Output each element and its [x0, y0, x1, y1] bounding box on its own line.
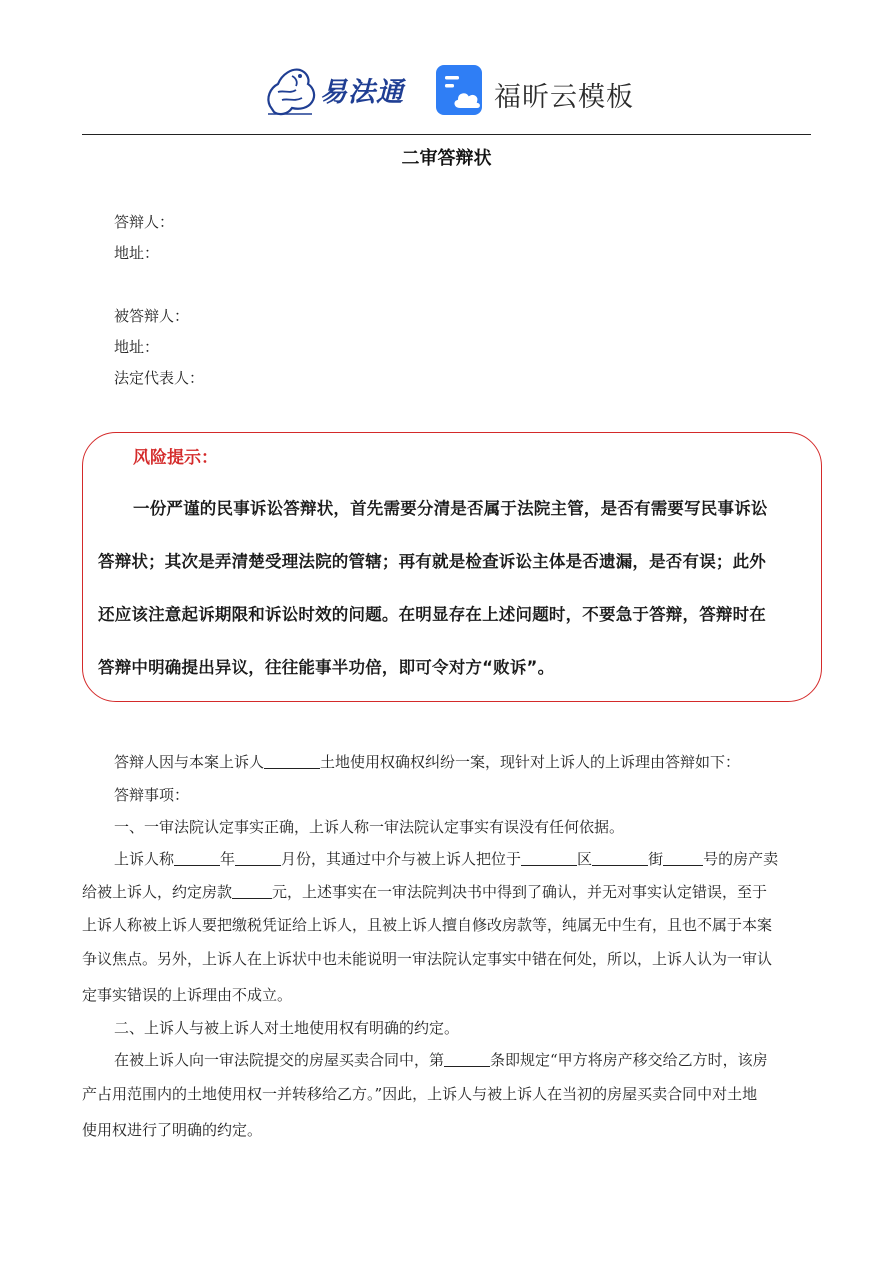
price-blank[interactable] [232, 884, 272, 899]
text-span: 月份，其通过中介与被上诉人把位于 [281, 850, 522, 868]
month-blank[interactable] [235, 851, 281, 866]
intro-text-a: 答辩人因与本案上诉人 [114, 753, 265, 771]
text-span: 年 [220, 850, 236, 868]
point1-paragraph-line [114, 849, 778, 869]
defense-point-1: 一、一审法院认定事实正确，上诉人称一审法院认定事实有误没有任何依据。 [114, 818, 625, 836]
text-span: 在被上诉人向一审法院提交的房屋买卖合同中，第 [114, 1051, 445, 1069]
intro-text-b: 土地使用权确权纠纷一案，现针对上诉人的上诉理由答辩如下： [320, 753, 741, 771]
year-blank[interactable] [174, 851, 220, 866]
appellant-name-blank[interactable] [264, 754, 320, 769]
point2-paragraph-line [114, 1050, 768, 1070]
risk-line: 一份严谨的民事诉讼答辩状，首先需要分清是否属于法院主管，是否有需要写民事诉讼 [133, 499, 768, 518]
defense-matters-heading: 答辩事项： [114, 786, 190, 804]
text-span: 元，上述事实在一审法院判决书中得到了确认，并无对事实认定错误，至于 [272, 883, 768, 901]
foxit-brand-text: 福昕云模板 [494, 82, 634, 113]
text-span: 条即规定“甲方将房产移交给乙方时，该房 [490, 1051, 768, 1069]
point1-paragraph-line: 定事实错误的上诉理由不成立。 [82, 986, 293, 1004]
text-span: 给被上诉人，约定房款 [82, 883, 233, 901]
point2-paragraph-line: 产占用范围内的土地使用权一并转移给乙方。”因此，上诉人与被上诉人在当初的房屋买卖合同中对土地 [82, 1085, 758, 1103]
cloud-document-icon [436, 65, 486, 115]
street-blank[interactable] [592, 851, 648, 866]
intro-paragraph [114, 752, 740, 772]
text-span: 区 [577, 850, 593, 868]
header-divider [82, 134, 811, 135]
appellee-address-label: 地址： [114, 338, 160, 356]
text-span: 号的房产卖 [703, 850, 779, 868]
risk-line: 答辩中明确提出异议，往往能事半功倍，即可令对方“败诉”。 [98, 658, 555, 677]
article-number-blank[interactable] [444, 1052, 490, 1067]
respondent-address-label: 地址： [114, 244, 160, 262]
district-blank[interactable] [521, 851, 577, 866]
qilin-icon [262, 62, 320, 120]
appellee-label: 被答辩人： [114, 307, 190, 325]
page-header [0, 58, 893, 122]
defense-point-2: 二、上诉人与被上诉人对土地使用权有明确的约定。 [114, 1019, 460, 1037]
legal-representative-label: 法定代表人： [114, 369, 205, 387]
risk-notice-title: 风险提示： [133, 448, 218, 468]
yifatong-logo [262, 62, 422, 120]
point1-paragraph-line: 争议焦点。另外，上诉人在上诉状中也未能说明一审法院认定事实中错在何处，所以，上诉人认为一审认 [82, 950, 773, 968]
house-number-blank[interactable] [663, 851, 703, 866]
foxit-template-logo [436, 65, 646, 119]
text-span: 街 [648, 850, 664, 868]
page-title: 二审答辩状 [401, 148, 492, 169]
text-span: 上诉人称 [114, 850, 175, 868]
yifatong-brand-text: 易法通 [320, 77, 404, 108]
risk-line: 还应该注意起诉期限和诉讼时效的问题。在明显存在上述问题时，不要急于答辩，答辩时在 [98, 605, 766, 624]
point1-paragraph-line [82, 882, 767, 902]
risk-line: 答辩状；其次是弄清楚受理法院的管辖；再有就是检查诉讼主体是否遗漏，是否有误；此外 [98, 552, 766, 571]
point1-paragraph-line: 上诉人称被上诉人要把缴税凭证给上诉人，且被上诉人擅自修改房款等，纯属无中生有，且也不属于本案 [82, 916, 773, 934]
point2-paragraph-line: 使用权进行了明确的约定。 [82, 1121, 263, 1139]
respondent-label: 答辩人： [114, 213, 175, 231]
